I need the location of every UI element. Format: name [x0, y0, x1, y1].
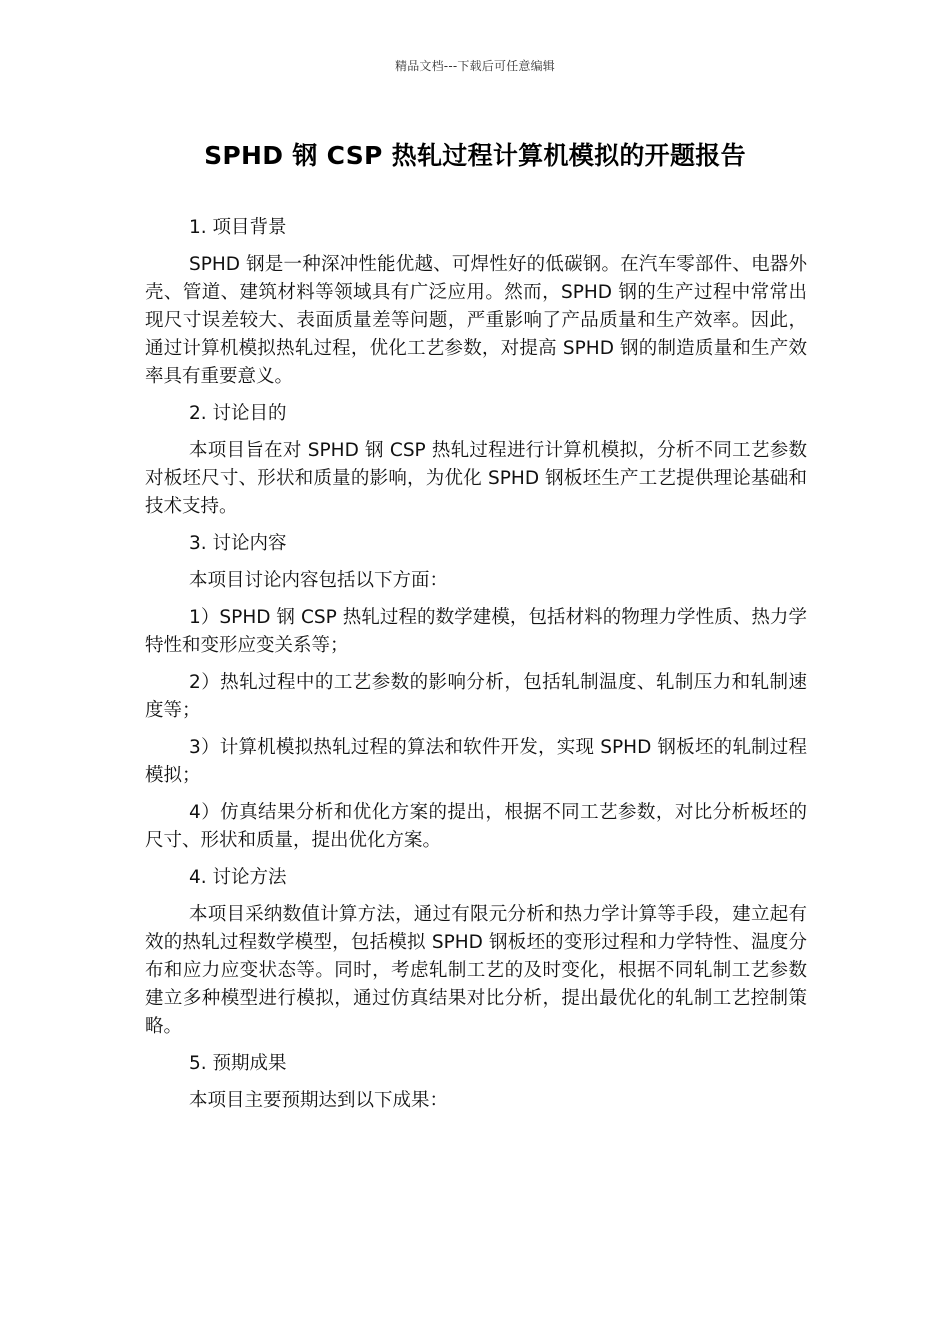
list-item-content-2: 2）热轧过程中的工艺参数的影响分析，包括轧制温度、轧制压力和轧制速度等；	[145, 672, 807, 721]
section-heading-outcomes: 5. 预期成果	[189, 1053, 287, 1074]
header-note: 精品文档---下载后可任意编辑	[395, 59, 555, 73]
section-heading-method: 4. 讨论方法	[189, 867, 287, 888]
list-item-content-1: 1）SPHD 钢 CSP 热轧过程的数学建模，包括材料的物理力学性质、热力学特性和变形应变关系等；	[145, 607, 807, 656]
paragraph-background: SPHD 钢是一种深冲性能优越、可焊性好的低碳钢。在汽车零部件、电器外壳、管道、建筑材料等领域具有广泛应用。然而，SPHD 钢的生产过程中常常出现尺寸误差较大、表面质量差等问题，严重影响了产品质量和生产效率。因此，通过计算机模拟热轧过程，优化工艺参数，对提高 SPHD 钢的制造质量和生产效率具有重要意义。	[145, 254, 807, 387]
paragraph-outcomes-intro: 本项目主要预期达到以下成果：	[189, 1090, 449, 1111]
section-heading-content: 3. 讨论内容	[189, 533, 287, 554]
list-item-content-3: 3）计算机模拟热轧过程的算法和软件开发，实现 SPHD 钢板坯的轧制过程模拟；	[145, 737, 807, 786]
document-title: SPHD 钢 CSP 热轧过程计算机模拟的开题报告	[204, 141, 746, 170]
paragraph-purpose: 本项目旨在对 SPHD 钢 CSP 热轧过程进行计算机模拟，分析不同工艺参数对板坯尺寸、形状和质量的影响，为优化 SPHD 钢板坯生产工艺提供理论基础和技术支持。	[145, 440, 807, 517]
section-heading-purpose: 2. 讨论目的	[189, 403, 287, 424]
list-item-content-4: 4）仿真结果分析和优化方案的提出，根据不同工艺参数，对比分析板坯的尺寸、形状和质量，提出优化方案。	[145, 802, 807, 851]
document-body	[145, 214, 807, 1124]
paragraph-content-intro: 本项目讨论内容包括以下方面：	[189, 570, 449, 591]
section-heading-background: 1. 项目背景	[189, 217, 287, 238]
paragraph-method: 本项目采纳数值计算方法，通过有限元分析和热力学计算等手段，建立起有效的热轧过程数学模型，包括模拟 SPHD 钢板坯的变形过程和力学特性、温度分布和应力应变状态等。同时，考虑轧制工艺的及时变化，根据不同轧制工艺参数建立多种模型进行模拟，通过仿真结果对比分析，提出最优化的轧制工艺控制策略。	[145, 904, 807, 1037]
